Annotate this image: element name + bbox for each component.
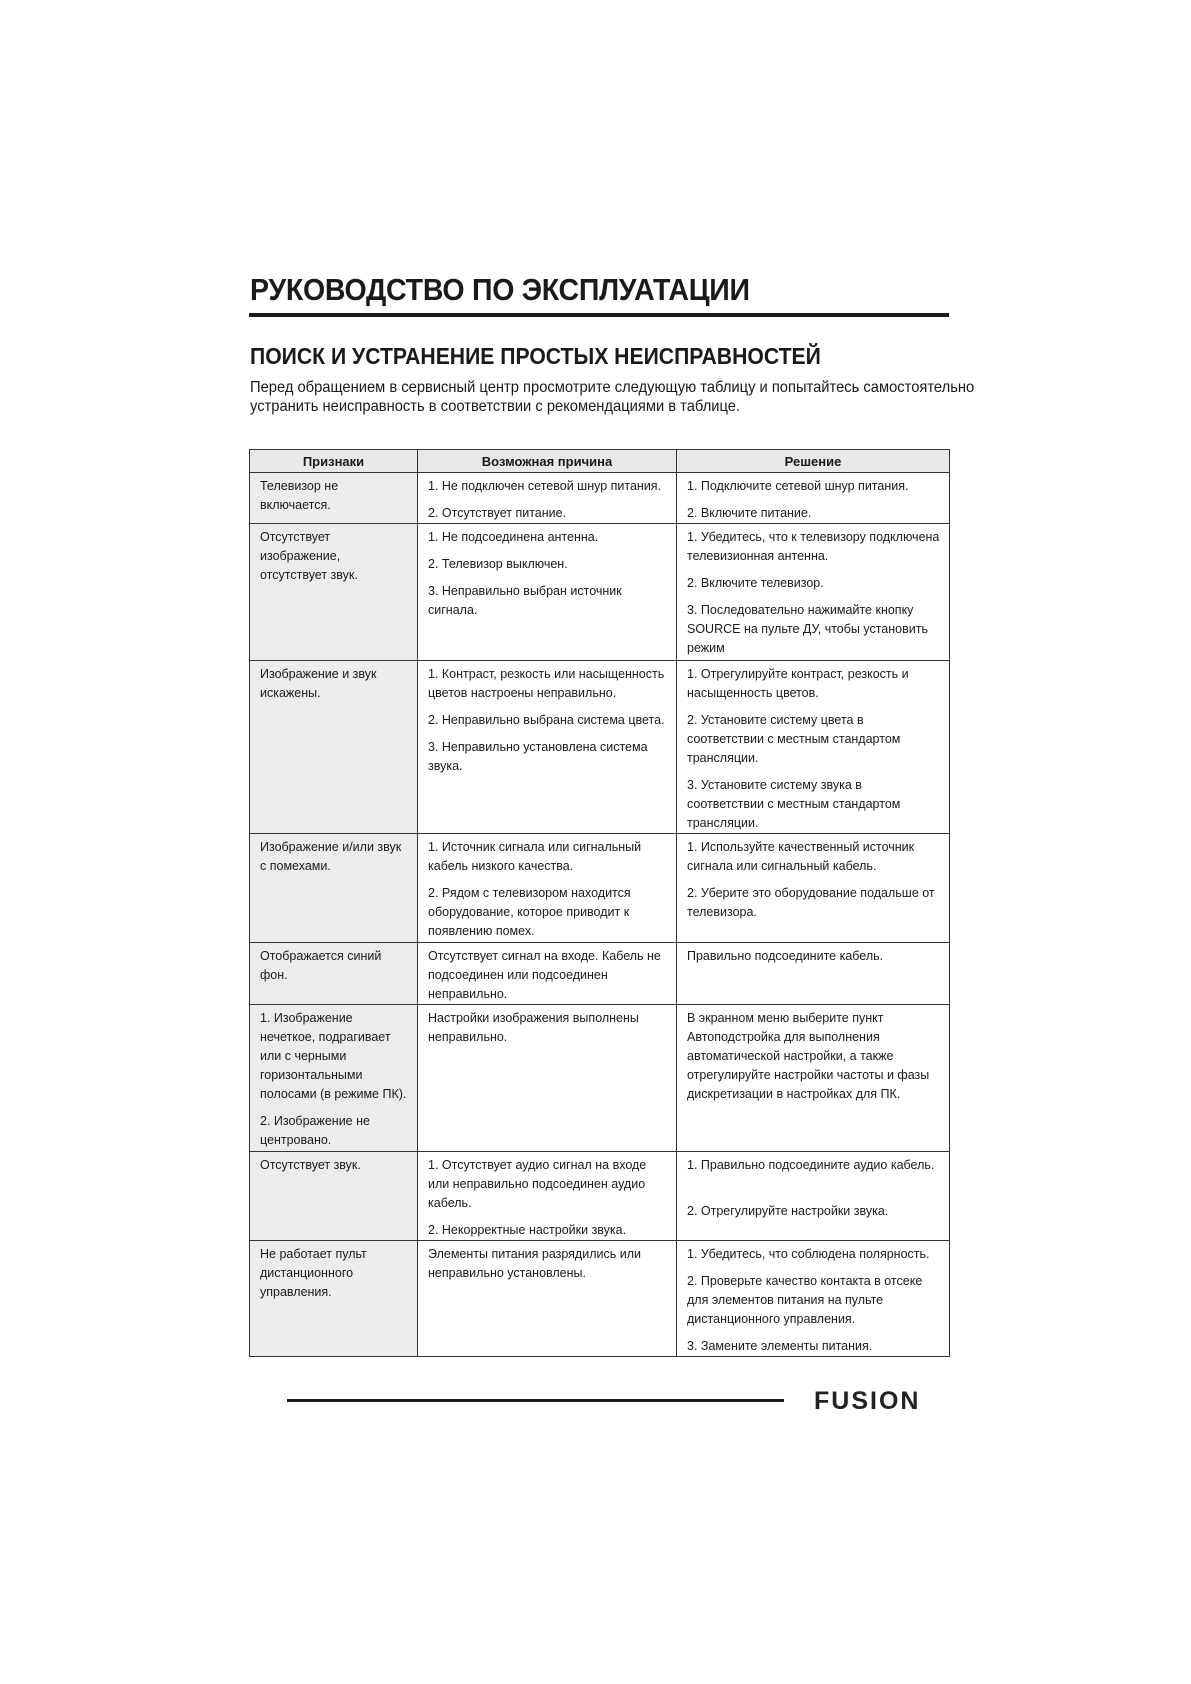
table-row [250, 661, 950, 834]
cause-text: Настройки изображения выполнены неправильно. [428, 1011, 639, 1044]
footer-divider [287, 1399, 784, 1402]
cause-cell [418, 661, 677, 834]
cause-text: 2. Некорректные настройки звука. [428, 1223, 627, 1237]
symptom-cell [250, 943, 418, 1005]
cause-cell [418, 1241, 677, 1357]
solution-text: 2. Включите телевизор. [687, 576, 824, 590]
section-title: ПОИСК И УСТРАНЕНИЕ ПРОСТЫХ НЕИСПРАВНОСТЕЙ [250, 343, 821, 369]
column-header-cause: Возможная причина [418, 450, 677, 473]
symptom-text: 1. Изображение нечеткое, подрагивает или с черными горизонтальными полосами (в режиме ПК). [260, 1011, 407, 1101]
brand-logo: FUSION [814, 1387, 921, 1415]
symptom-text: 2. Изображение не центровано. [260, 1114, 370, 1147]
solution-text: 1. Правильно подсоедините аудио кабель. [687, 1158, 935, 1172]
intro-paragraph [250, 378, 975, 416]
table-row [250, 1152, 950, 1241]
solution-text: 2. Включите питание. [687, 506, 812, 520]
table-row [250, 943, 950, 1005]
symptom-text: Телевизор не включается. [260, 479, 339, 512]
solution-text: 1. Убедитесь, что соблюдена полярность. [687, 1247, 930, 1261]
symptom-cell [250, 1152, 418, 1241]
solution-text: 2. Уберите это оборудование подальше от телевизора. [687, 886, 935, 919]
intro-line-1: Перед обращением в сервисный центр просмотрите следующую таблицу и попытайтесь самостоятельно [250, 379, 975, 396]
table-row [250, 1241, 950, 1357]
cause-cell [418, 834, 677, 943]
solution-cell [677, 943, 950, 1005]
cause-text: 2. Рядом с телевизором находится оборудование, которое приводит к появлению помех. [428, 886, 631, 938]
cause-text: 2. Неправильно выбрана система цвета. [428, 713, 665, 727]
page-title: РУКОВОДСТВО ПО ЭКСПЛУАТАЦИИ [250, 272, 750, 307]
solution-text: 1. Убедитесь, что к телевизору подключена телевизионная антенна. [687, 530, 940, 563]
solution-cell [677, 661, 950, 834]
column-header-symptoms: Признаки [250, 450, 418, 473]
solution-cell [677, 1005, 950, 1152]
symptom-cell [250, 834, 418, 943]
solution-text: 1. Используйте качественный источник сигнала или сигнальный кабель. [687, 840, 915, 873]
solution-text: 3. Установите систему звука в соответствии с местным стандартом трансляции. [687, 778, 901, 830]
table-row [250, 834, 950, 943]
solution-text: 2. Установите систему цвета в соответствии с местным стандартом трансляции. [687, 713, 901, 765]
symptom-cell [250, 1005, 418, 1152]
solution-text: 3. Замените элементы питания. [687, 1339, 873, 1353]
solution-text: В экранном меню выберите пункт Автоподстройка для выполнения автоматической настройки, а также отрегулируйте настройки частоты и фазы дискретизации в настройках для ПК. [687, 1011, 930, 1101]
troubleshooting-table [249, 449, 950, 1357]
solution-text: 1. Подключите сетевой шнур питания. [687, 479, 909, 493]
cause-cell [418, 943, 677, 1005]
solution-cell [677, 473, 950, 524]
solution-cell [677, 1152, 950, 1241]
symptom-cell [250, 524, 418, 661]
column-header-solution: Решение [677, 450, 950, 473]
table-header-row [250, 450, 950, 473]
cause-cell [418, 524, 677, 661]
cause-cell [418, 473, 677, 524]
symptom-text: Изображение и/или звук с помехами. [260, 840, 402, 873]
cause-text: 3. Неправильно выбран источник сигнала. [428, 584, 622, 617]
symptom-cell [250, 473, 418, 524]
table-row [250, 473, 950, 524]
symptom-text: Не работает пульт дистанционного управления. [260, 1247, 367, 1299]
symptom-text: Отсутствует звук. [260, 1158, 361, 1172]
solution-cell [677, 1241, 950, 1357]
cause-text: 2. Телевизор выключен. [428, 557, 568, 571]
solution-text: 3. Последовательно нажимайте кнопку SOURCE на пульте ДУ, чтобы установить режим [687, 603, 928, 655]
solution-text: 2. Проверьте качество контакта в отсеке для элементов питания на пульте дистанционного управления. [687, 1274, 923, 1326]
symptom-cell [250, 661, 418, 834]
solution-cell [677, 834, 950, 943]
solution-cell [677, 524, 950, 661]
cause-text: 1. Отсутствует аудио сигнал на входе или неправильно подсоединен аудио кабель. [428, 1158, 647, 1210]
cause-text: 2. Отсутствует питание. [428, 506, 567, 520]
solution-text: 1. Отрегулируйте контраст, резкость и насыщенность цветов. [687, 667, 909, 700]
symptom-text: Изображение и звук искажены. [260, 667, 377, 700]
cause-cell [418, 1005, 677, 1152]
cause-text: 1. Контраст, резкость или насыщенность цветов настроены неправильно. [428, 667, 665, 700]
solution-text: 2. Отрегулируйте настройки звука. [687, 1204, 889, 1218]
cause-text: 1. Не подсоединена антенна. [428, 530, 599, 544]
cause-text: Элементы питания разрядились или неправильно установлены. [428, 1247, 641, 1280]
cause-text: Отсутствует сигнал на входе. Кабель не подсоединен или подсоединен неправильно. [428, 949, 661, 1001]
cause-text: 3. Неправильно установлена система звука. [428, 740, 648, 773]
symptom-cell [250, 1241, 418, 1357]
solution-text: Правильно подсоедините кабель. [687, 949, 884, 963]
cause-text: 1. Источник сигнала или сигнальный кабель низкого качества. [428, 840, 642, 873]
symptom-text: Отображается синий фон. [260, 949, 382, 982]
table-row [250, 1005, 950, 1152]
symptom-text: Отсутствует изображение, отсутствует звук. [260, 530, 358, 582]
intro-line-2: устранить неисправность в соответствии с рекомендациями в таблице. [250, 398, 741, 415]
title-divider [249, 313, 949, 317]
table-row [250, 524, 950, 661]
cause-cell [418, 1152, 677, 1241]
cause-text: 1. Не подключен сетевой шнур питания. [428, 479, 662, 493]
